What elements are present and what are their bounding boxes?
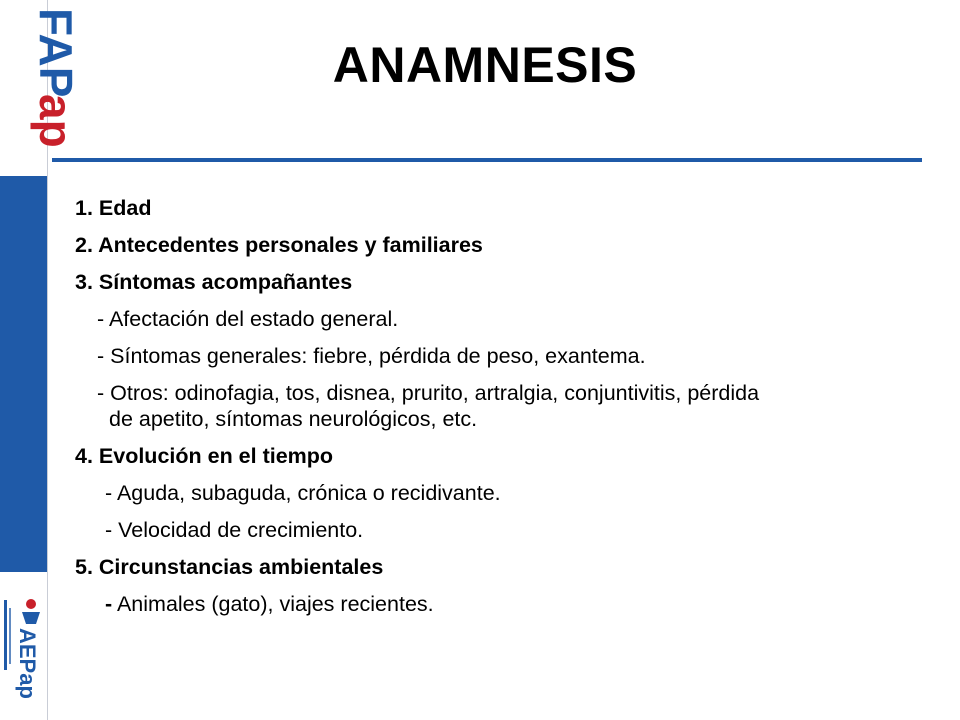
fapap-logo-graphic [0,0,82,176]
sub-item-otros-line2: de apetito, síntomas neurológicos, etc. [109,407,478,431]
brand-blue-band [0,176,47,572]
sub-item-animales-dash: - [105,592,113,616]
list-item-evolucion: 4. Evolución en el tiempo [75,444,334,468]
person-body-icon [22,612,40,624]
list-item-circunstancias: 5. Circunstancias ambientales [75,555,384,579]
aepap-logo-graphic [0,572,47,720]
sub-item-aguda: - Aguda, subaguda, crónica o recidivante. [105,481,501,505]
fapap-logo-upper: FAP [30,8,82,98]
list-item-edad: 1. Edad [75,196,152,220]
aepap-tagline-mark [9,608,11,664]
title-divider [52,158,922,162]
side-brand-strip [0,0,82,720]
sub-item-afectacion: - Afectación del estado general. [97,307,399,331]
slide-title: ANAMNESIS [332,37,638,93]
fapap-logo [0,0,82,176]
aepap-tagline-mark [4,600,7,670]
sub-item-velocidad: - Velocidad de crecimiento. [105,518,364,542]
sub-item-animales-text: Animales (gato), viajes recientes. [112,592,434,616]
list-item-antecedentes: 2. Antecedentes personales y familiares [75,233,483,257]
list-item-sintomas: 3. Síntomas acompañantes [75,270,353,294]
sub-item-otros-line1: - Otros: odinofagia, tos, disnea, prurito, artralgia, conjuntivitis, pérdida [97,381,760,405]
fapap-logo-lower: ap [30,94,82,148]
sub-item-sintomas-generales: - Síntomas generales: fiebre, pérdida de peso, exantema. [97,344,646,368]
sub-item-otros [75,380,935,432]
aepap-logo-text: AEPap [15,628,40,699]
slide-content [75,195,935,628]
aepap-logo [0,572,47,720]
sub-item-animales [75,591,935,617]
person-head-icon [26,599,36,609]
